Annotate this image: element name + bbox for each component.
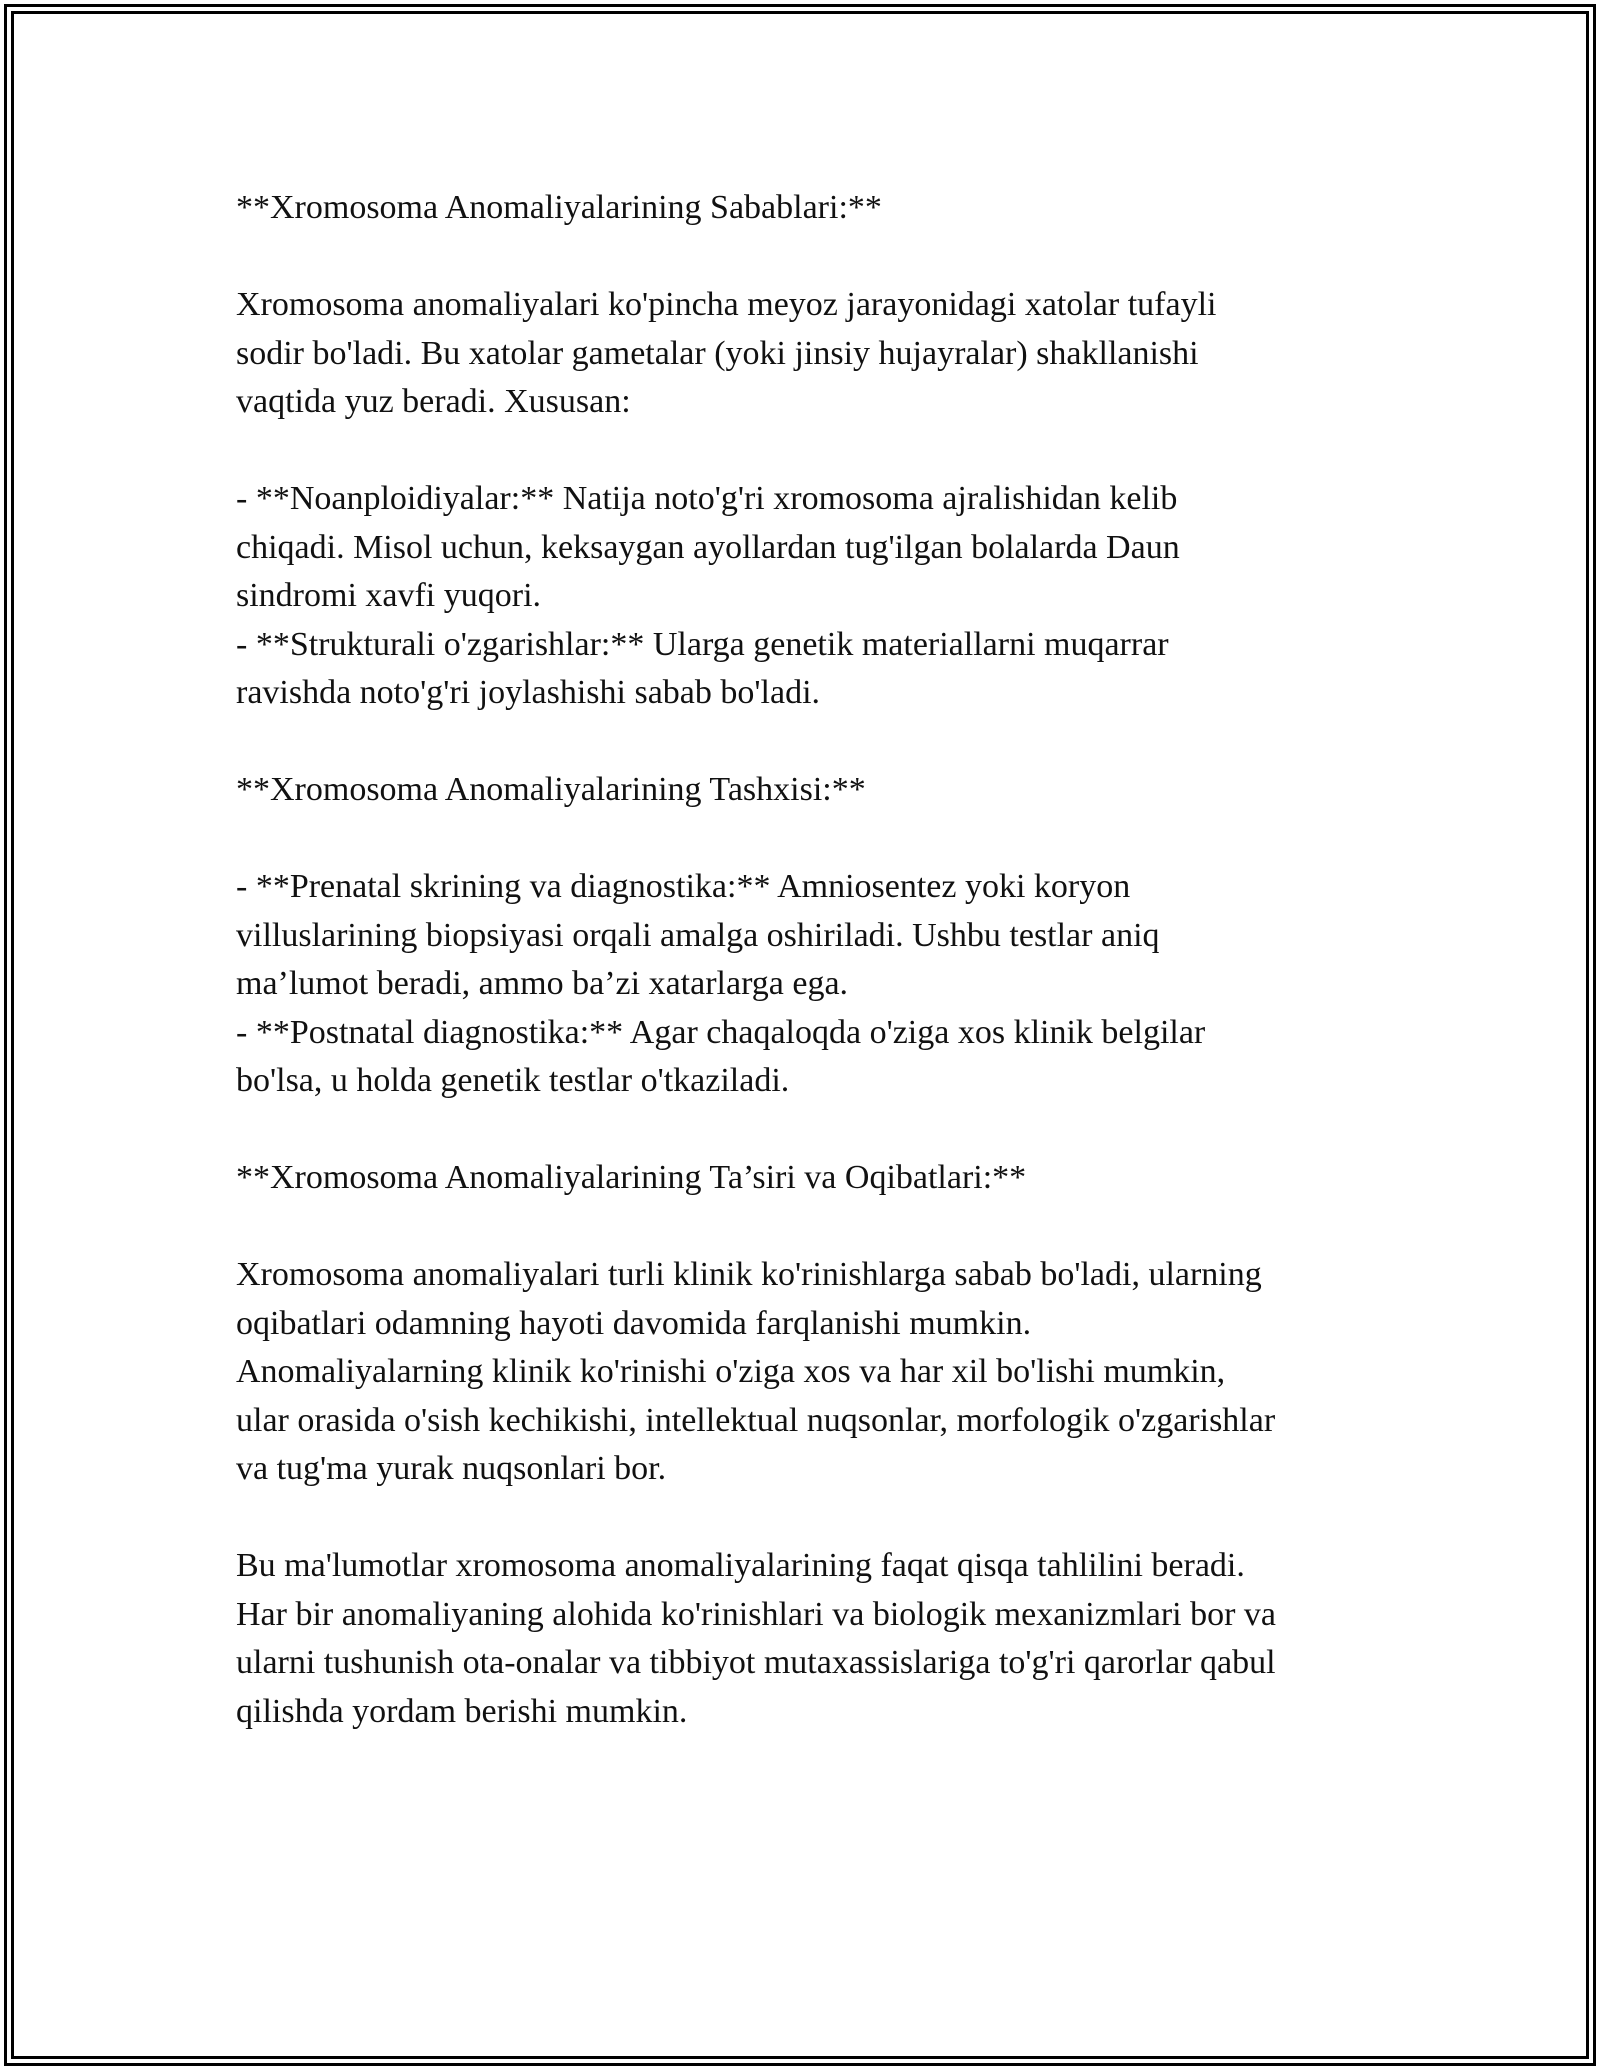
heading-diagnosis: **Xromosoma Anomaliyalarining Tashxisi:** bbox=[236, 771, 866, 808]
causes-list-line: sindromi xavfi yuqori. bbox=[236, 577, 542, 614]
diagnosis-list-line: - **Prenatal skrining va diagnostika:** Amniosentez yoki koryon bbox=[236, 868, 1131, 905]
causes-list-line: - **Noanploidiyalar:** Natija noto'g'ri xromosoma ajralishidan kelib bbox=[236, 480, 1178, 517]
causes-list-line: ravishda noto'g'ri joylashishi sabab bo'ladi. bbox=[236, 674, 821, 711]
paragraph-spacer bbox=[236, 815, 1386, 864]
effects-paragraph-line: Anomaliyalarning klinik ko'rinishi o'ziga xos va har xil bo'lishi mumkin, bbox=[236, 1353, 1226, 1390]
conclusion-paragraph-line: qilishda yordam berishi mumkin. bbox=[236, 1692, 688, 1730]
paragraph-spacer bbox=[236, 427, 1386, 476]
causes-intro-line: sodir bo'ladi. Bu xatolar gametalar (yoki jinsiy hujayralar) shakllanishi bbox=[236, 334, 1199, 372]
paragraph-spacer bbox=[236, 233, 1386, 282]
heading-causes: **Xromosoma Anomaliyalarining Sabablari:** bbox=[236, 189, 882, 226]
causes-list-line: chiqadi. Misol uchun, keksaygan ayollardan tug'ilgan bolalarda Daun bbox=[236, 528, 1180, 566]
effects-paragraph-line: va tug'ma yurak nuqsonlari bor. bbox=[236, 1450, 667, 1487]
diagnosis-list-line: ma’lumot beradi, ammo ba’zi xatarlarga ega. bbox=[236, 965, 849, 1002]
causes-intro-line: Xromosoma anomaliyalari ko'pincha meyoz jarayonidagi xatolar tufayli bbox=[236, 286, 1217, 323]
heading-effects: **Xromosoma Anomaliyalarining Ta’siri va Oqibatlari:** bbox=[236, 1159, 1027, 1196]
diagnosis-list-line: bo'lsa, u holda genetik testlar o'tkaziladi. bbox=[236, 1062, 790, 1099]
paragraph-spacer bbox=[236, 1494, 1386, 1543]
conclusion-paragraph-line: Har bir anomaliyaning alohida ko'rinishlari va biologik mexanizmlari bor va bbox=[236, 1595, 1277, 1633]
conclusion-paragraph-line: ularni tushunish ota-onalar va tibbiyot mutaxassislariga to'g'ri qarorlar qabul bbox=[236, 1644, 1276, 1681]
conclusion-paragraph-line: Bu ma'lumotlar xromosoma anomaliyalarining faqat qisqa tahlilini beradi. bbox=[236, 1547, 1245, 1584]
paragraph-spacer bbox=[236, 1203, 1386, 1252]
causes-intro-line: vaqtida yuz beradi. Xususan: bbox=[236, 383, 631, 420]
effects-paragraph-line: oqibatlari odamning hayoti davomida farqlanishi mumkin. bbox=[236, 1304, 1032, 1342]
paragraph-spacer bbox=[236, 718, 1386, 767]
paragraph-spacer bbox=[236, 1106, 1386, 1155]
diagnosis-list-line: villuslarining biopsiyasi orqali amalga oshiriladi. Ushbu testlar aniq bbox=[236, 916, 1160, 954]
causes-list-line: - **Strukturali o'zgarishlar:** Ularga genetik materiallarni muqarrar bbox=[236, 625, 1169, 663]
effects-paragraph-line: ular orasida o'sish kechikishi, intellektual nuqsonlar, morfologik o'zgarishlar bbox=[236, 1401, 1276, 1439]
document-body bbox=[236, 184, 1386, 1736]
effects-paragraph-line: Xromosoma anomaliyalari turli klinik ko'rinishlarga sabab bo'ladi, ularning bbox=[236, 1256, 1262, 1293]
diagnosis-list-line: - **Postnatal diagnostika:** Agar chaqaloqda o'ziga xos klinik belgilar bbox=[236, 1013, 1206, 1051]
